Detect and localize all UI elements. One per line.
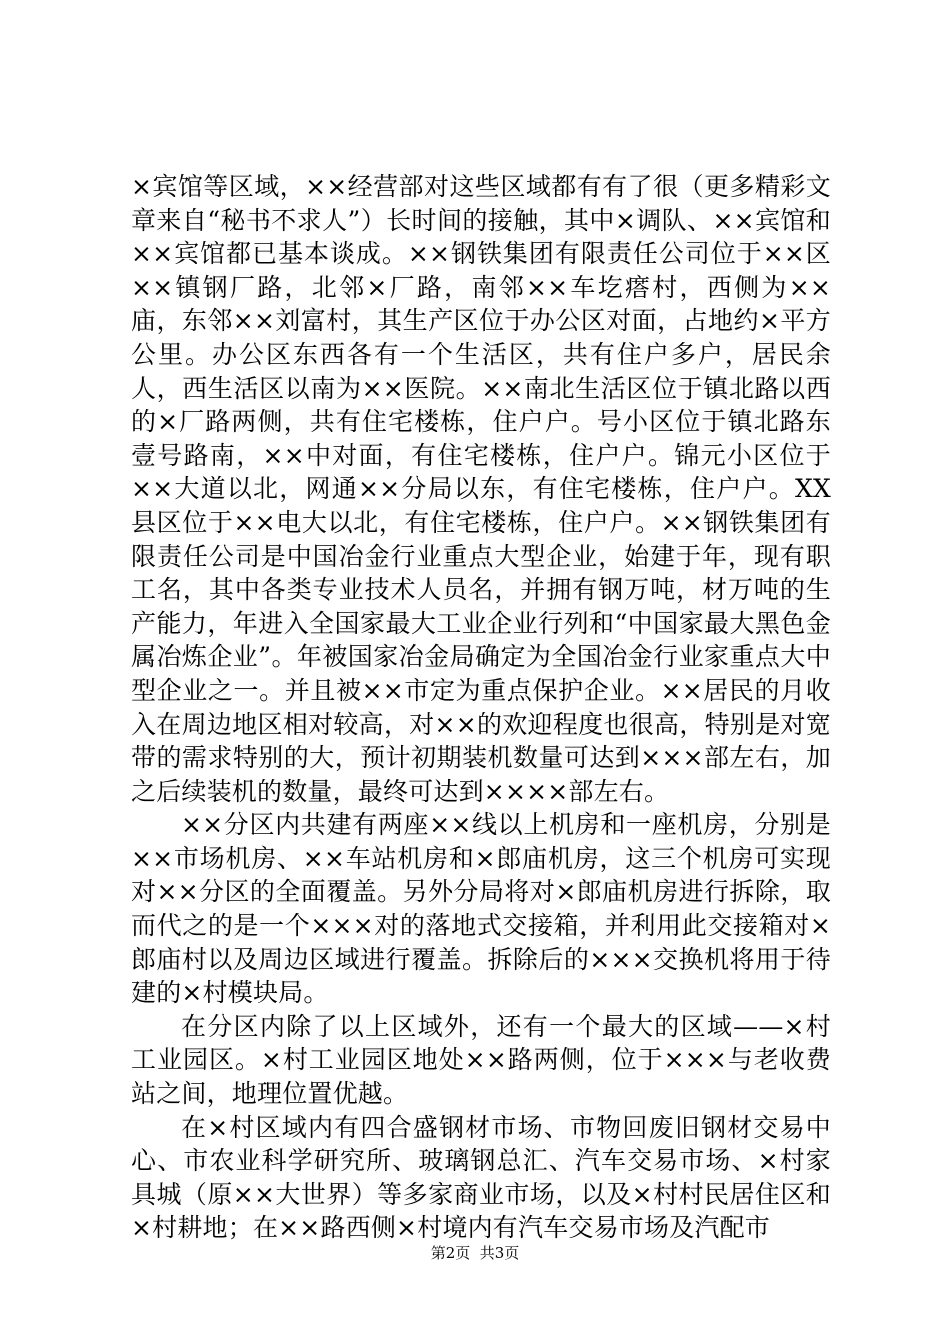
paragraph-1: ×宾馆等区域，××经营部对这些区域都有有了很（更多精彩文章来自“秘书不求人”）长时间的接触，其中×调队、××宾馆和××宾馆都已基本谈成。××钢铁集团有限责任公司位于××区××镇钢厂路，北邻×厂路，南邻××车圪瘩村，西侧为××庙，东邻××刘富村，其生产区位于办公区对面，占地约×平方公里。办公区东西各有一个生活区，共有住户多户，居民余人，西生活区以南为××医院。××南北生活区位于镇北路以西的×厂路两侧，共有住宅楼栋，住户户。号小区位于镇北路东壹号路南，××中对面，有住宅楼栋，住户户。锦元小区位于××大道以北，网通××分局以东，有住宅楼栋，住户户。XX县区位于××电大以北，有住宅楼栋，住户户。××钢铁集团有限责任公司是中国冶金行业重点大型企业，始建于年，现有职工名，其中各类专业技术人员名，并拥有钢万吨，材万吨的生产能力，年进入全国家最大工业企业行列和“中国家最大黑色金属冶炼企业”。年被国家冶金局确定为全国冶金行业家重点大中型企业之一。并且被××市定为重点保护企业。××居民的月收入在周边地区相对较高，对××的欢迎程度也很高，特别是对宽带的需求特别的大，预计初期装机数量可达到×××部左右，加之后续装机的数量，最终可达到××××部左右。 [131, 172, 831, 806]
paragraph-4: 在×村区域内有四合盛钢材市场、市物回废旧钢材交易中心、市农业科学研究所、玻璃钢总汇、汽车交易市场、×村家具城（原××大世界）等多家商业市场，以及×村村民居住区和×村耕地；在××路西侧×村境内有汽车交易市场及汽配市 [131, 1112, 831, 1243]
paragraph-2: ××分区内共建有两座××线以上机房和一座机房，分别是××市场机房、××车站机房和×郎庙机房，这三个机房可实现对××分区的全面覆盖。另外分局将对×郎庙机房进行拆除，取而代之的是一个×××对的落地式交接箱，并利用此交接箱对×郎庙村以及周边区域进行覆盖。拆除后的×××交换机将用于待建的×村模块局。 [131, 810, 831, 1008]
document-body [131, 170, 831, 1245]
page-footer [0, 1243, 950, 1263]
page-number-label: 第2页 共3页 [430, 1244, 520, 1262]
paragraph-3: 在分区内除了以上区域外，还有一个最大的区域——×村工业园区。×村工业园区地处××路两侧，位于×××与老收费站之间，地理位置优越。 [131, 1011, 831, 1109]
